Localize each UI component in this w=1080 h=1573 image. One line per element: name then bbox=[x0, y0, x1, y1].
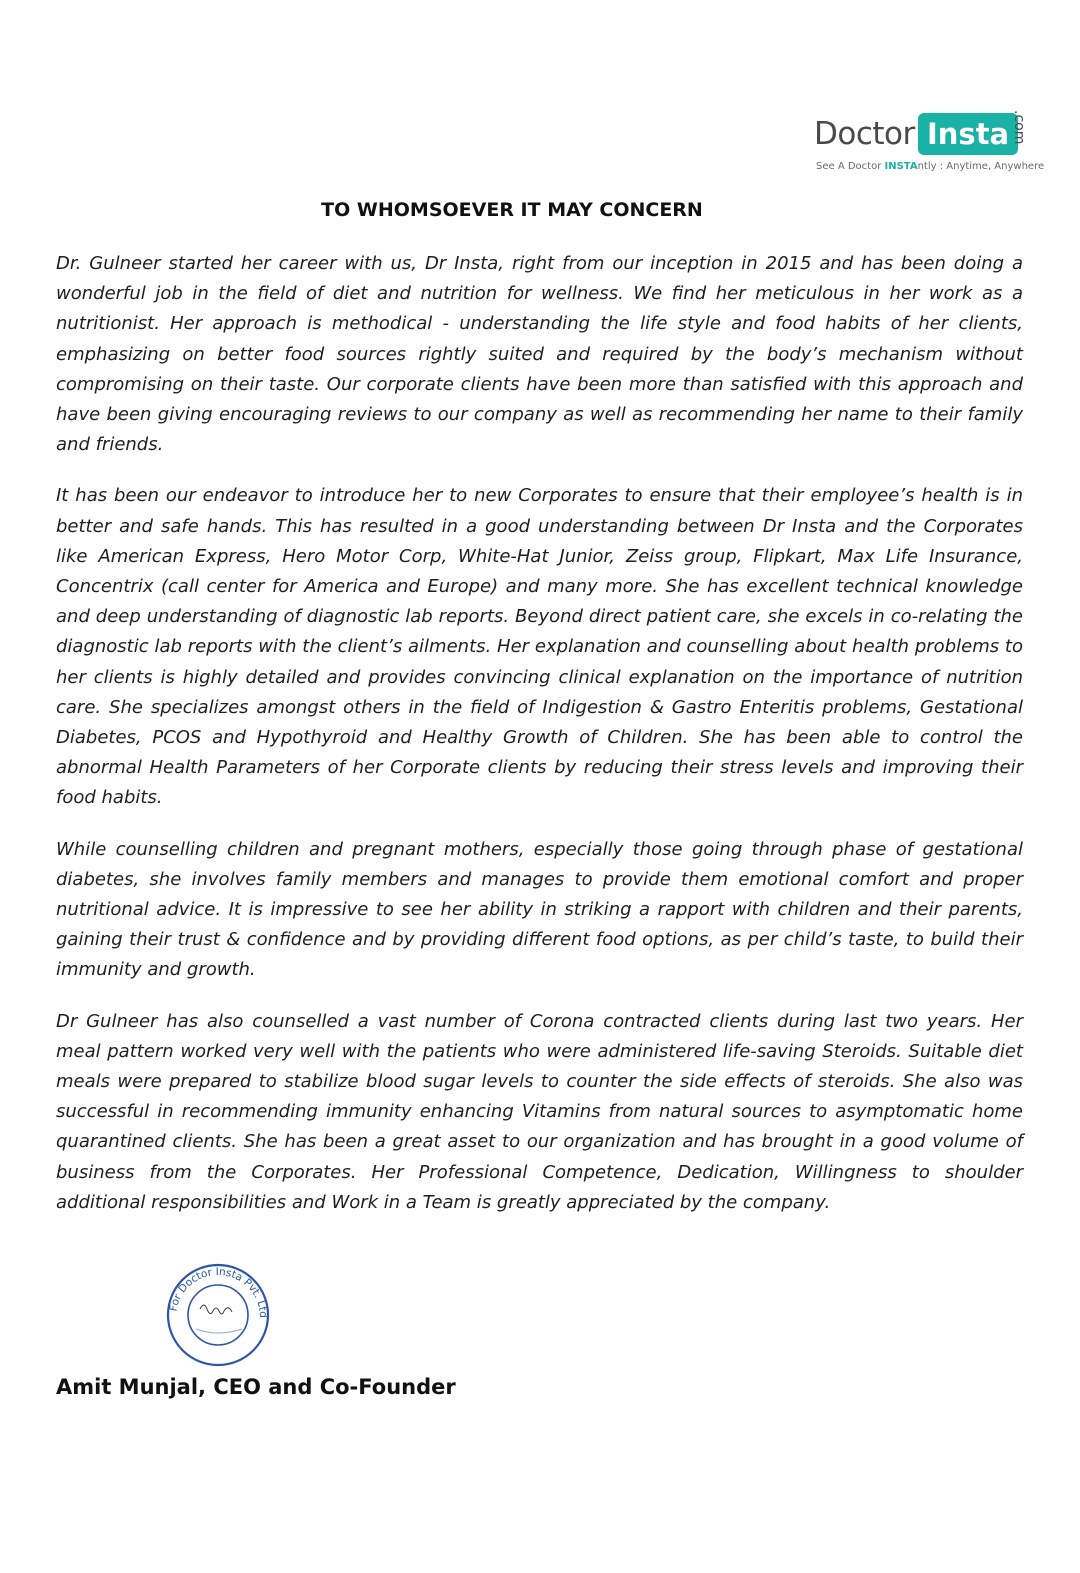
logo-com-text: .com bbox=[1011, 110, 1027, 145]
logo-insta-badge: Insta bbox=[918, 113, 1018, 155]
letter-body bbox=[56, 249, 1023, 1239]
tagline-highlight: INSTA bbox=[884, 161, 918, 172]
paragraph-2: It has been our endeavor to introduce her to new Corporates to ensure that their employee’s health is in better and safe hands. This has resulted in a good understanding between Dr Insta and the Corporates like American Express, Hero Motor Corp, White-Hat Junior, Zeiss group, Flipkart, Max Life Insurance, Concentrix (call center for America and Europe) and many more. She has excellent technical knowledge and deep understanding of diagnostic lab reports. Beyond direct patient care, she excels in co-relating the diagnostic lab reports with the client’s ailments. Her explanation and counselling about health problems to her clients is highly detailed and provides convincing clinical explanation on the importance of nutrition care. She specializes amongst others in the field of Indigestion & Gastro Enteritis problems, Gestational Diabetes, PCOS and Hypothyroid and Healthy Growth of Children. She has been able to control the abnormal Health Parameters of her Corporate clients by reducing their stress levels and improving their food habits. bbox=[56, 485, 1023, 809]
company-stamp bbox=[162, 1259, 274, 1367]
letter-heading: TO WHOMSOEVER IT MAY CONCERN bbox=[321, 199, 703, 221]
paragraph-1: Dr. Gulneer started her career with us, Dr Insta, right from our inception in 2015 and has been doing a wonderful job in the field of diet and nutrition for wellness. We find her meticulous in her work as a nutritionist. Her approach is methodical - understanding the life style and food habits of her clients, emphasizing on better food sources rightly suited and required by the body’s mechanism without compromising on their taste. Our corporate clients have been more than satisfied with this approach and have been giving encouraging reviews to our company as well as recommending her name to their family and friends. bbox=[56, 253, 1023, 456]
stamp-ring-text: For Doctor Insta Pvt. Ltd bbox=[167, 1265, 270, 1319]
logo-tagline bbox=[816, 161, 1044, 172]
stamp-seal-icon bbox=[162, 1259, 274, 1367]
doctor-insta-logo bbox=[812, 108, 1045, 178]
tagline-suffix: ntly : Anytime, Anywhere bbox=[917, 161, 1045, 172]
signatory-name: Amit Munjal, CEO and Co-Founder bbox=[56, 1375, 456, 1399]
paragraph-4: Dr Gulneer has also counselled a vast number of Corona contracted clients during last two years. Her meal pattern worked very well with the patients who were administered life-saving Steroids. Suitable diet meals were prepared to stabilize blood sugar levels to counter the side effects of steroids. She also was successful in recommending immunity enhancing Vitamins from natural sources to asymptomatic home quarantined clients. She has been a great asset to our organization and has brought in a good volume of business from the Corporates. Her Professional Competence, Dedication, Willingness to shoulder additional responsibilities and Work in a Team is greatly appreciated by the company. bbox=[56, 1010, 1023, 1213]
stamp-signature-icon bbox=[200, 1305, 232, 1314]
tagline-prefix: See A Doctor bbox=[816, 161, 885, 172]
paragraph-3: While counselling children and pregnant mothers, especially those going through phase of gestational diabetes, she involves family members and manages to provide them emotional comfort and proper nutritional advice. It is impressive to see her ability in striking a rapport with children and their parents, gaining their trust & confidence and by providing different food options, as per child’s taste, to build their immunity and growth. bbox=[56, 838, 1023, 981]
logo-doctor-text: Doctor bbox=[814, 116, 915, 152]
